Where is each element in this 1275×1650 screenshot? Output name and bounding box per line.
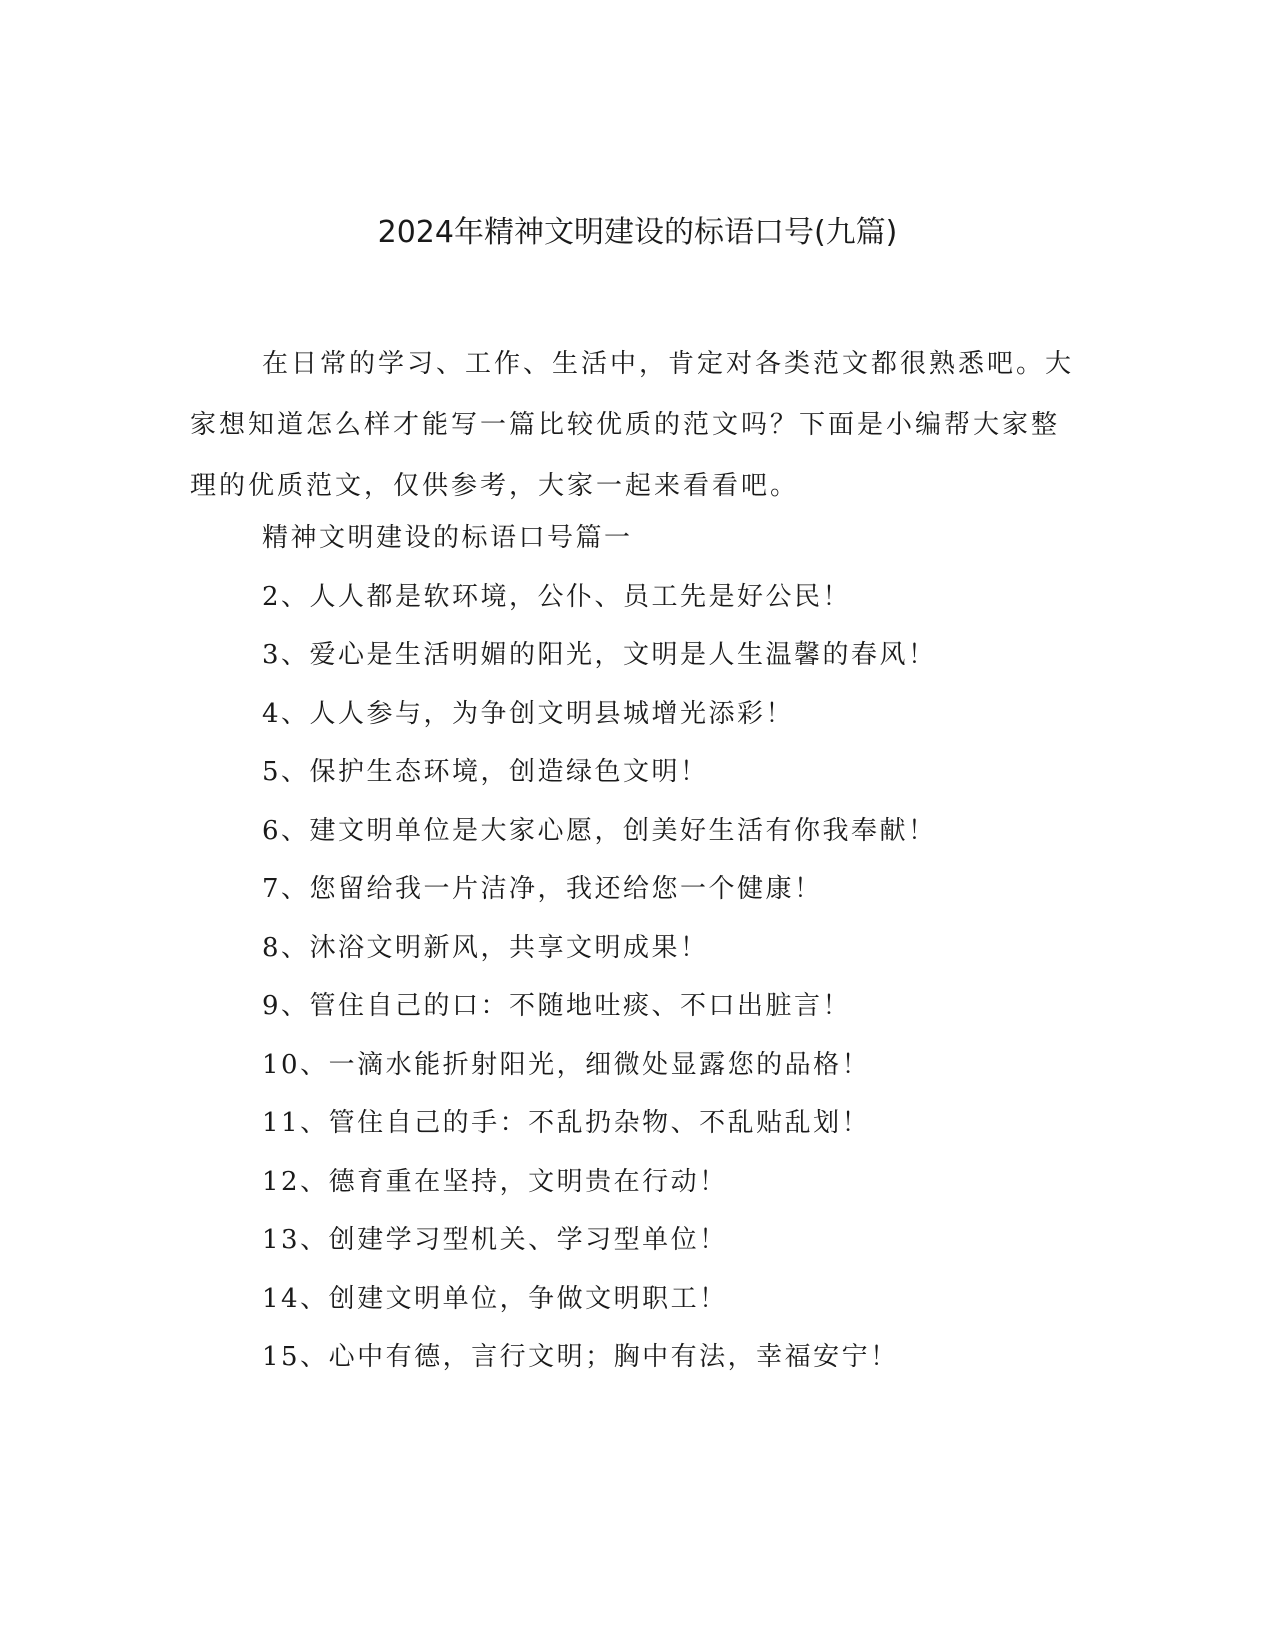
slogan-line: 15、心中有德，言行文明；胸中有法，幸福安宁！ [262,1342,899,1372]
slogan-line: 4、人人参与，为争创文明县城增光添彩！ [262,698,795,729]
intro-paragraph: 在日常的学习、工作、生活中，肯定对各类范文都很熟悉吧。大家想知道怎么样才能写一篇比较优质的范文吗？下面是小编帮大家整理的优质范文，仅供参考，大家一起来看看吧。 [190,349,1075,501]
slogan-line: 12、德育重在坚持，文明贵在行动！ [262,1166,728,1197]
slogan-line: 11、管住自己的手：不乱扔杂物、不乱贴乱划！ [262,1108,871,1138]
slogan-line: 14、创建文明单位，争做文明职工！ [262,1283,728,1314]
slogan-line: 6、建文明单位是大家心愿，创美好生活有你我奉献！ [262,815,937,846]
slogan-line: 10、一滴水能折射阳光，细微处显露您的品格！ [262,1049,871,1080]
section-heading: 精神文明建设的标语口号篇一 [262,523,633,553]
slogan-line: 5、保护生态环境，创造绿色文明！ [262,757,709,787]
document-title: 2024年精神文明建设的标语口号(九篇) [377,215,898,250]
slogan-line: 2、人人都是软环境，公仆、员工先是好公民！ [262,581,852,612]
slogan-line: 3、爱心是生活明媚的阳光，文明是人生温馨的春风！ [262,640,937,670]
slogan-line: 7、您留给我一片洁净，我还给您一个健康！ [262,874,823,904]
slogan-line: 8、沐浴文明新风，共享文明成果！ [262,932,709,963]
slogan-line: 9、管住自己的口：不随地吐痰、不口出脏言！ [262,991,852,1021]
slogan-line: 13、创建学习型机关、学习型单位！ [262,1225,728,1255]
